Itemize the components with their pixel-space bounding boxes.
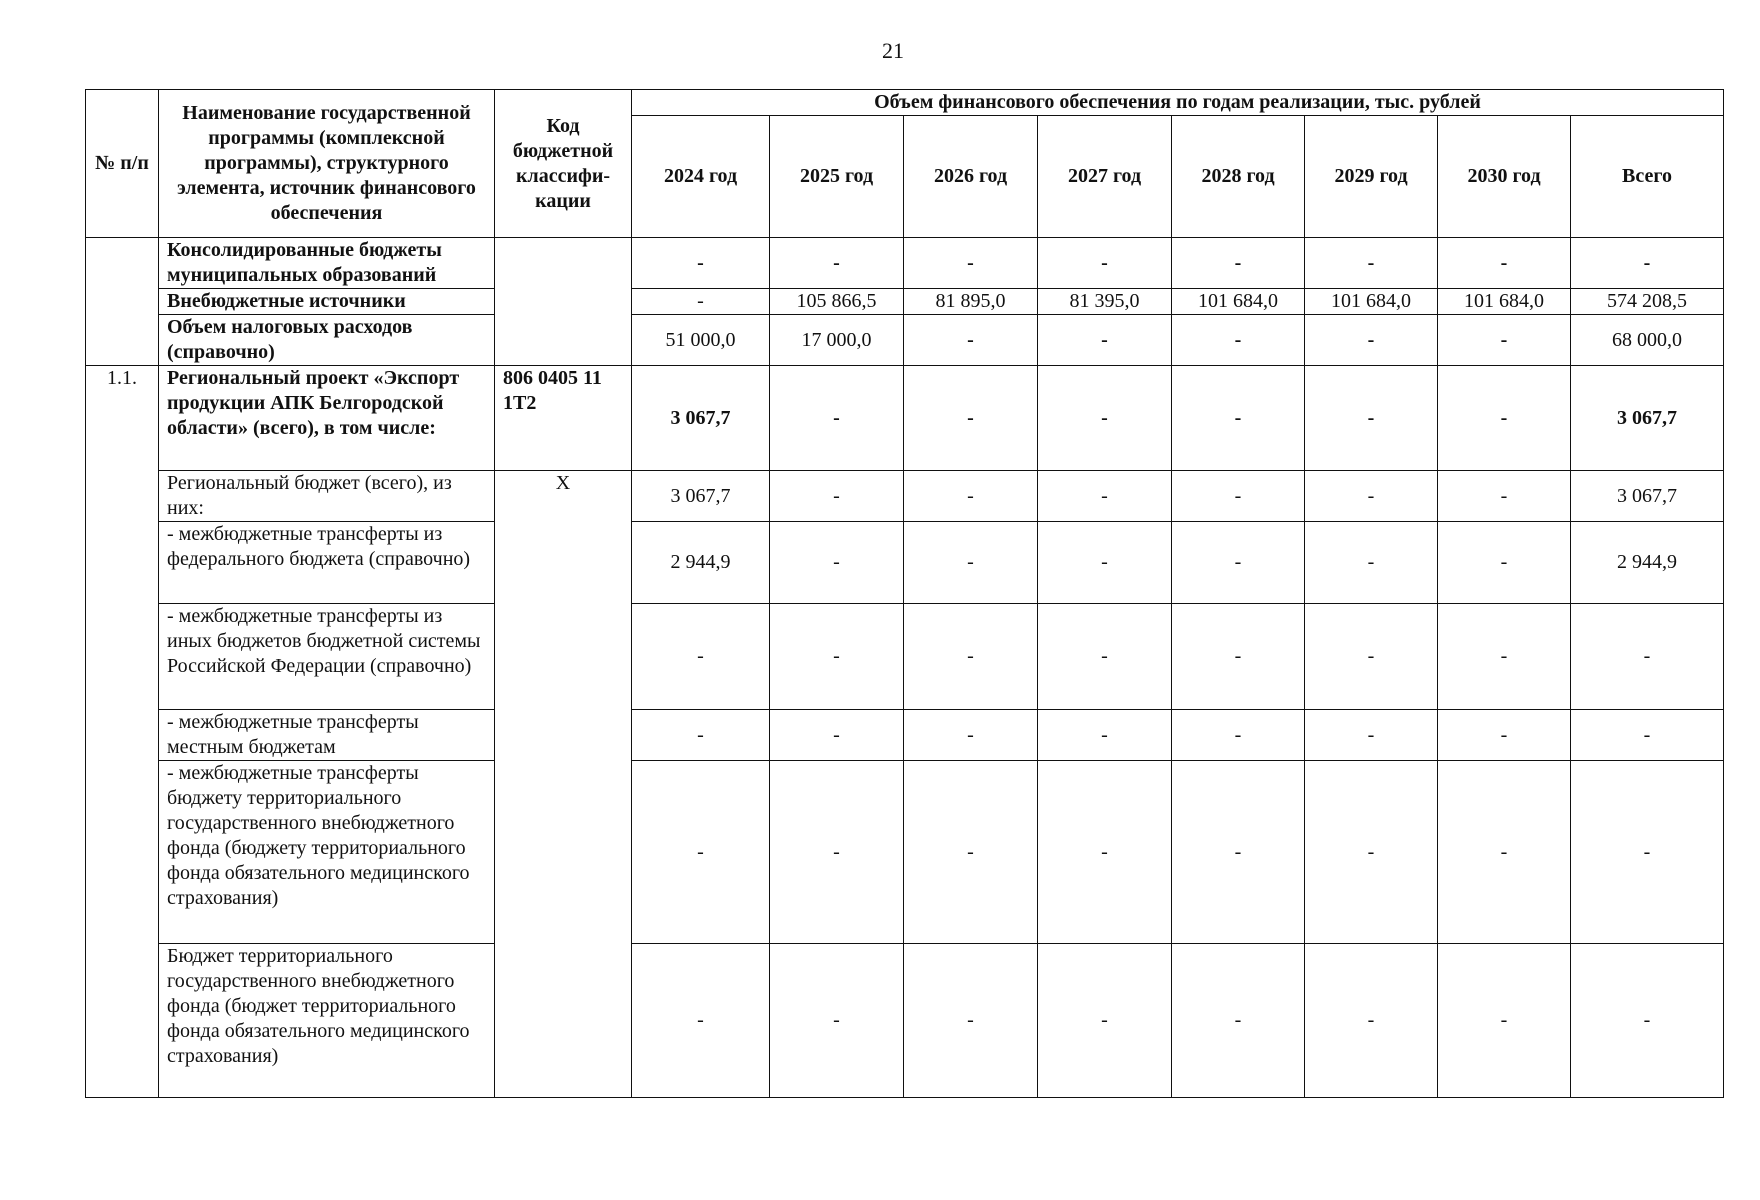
value-cell: - (904, 238, 1038, 289)
table-row (86, 710, 1724, 761)
value-cell: 2 944,9 (632, 522, 770, 604)
value-cell: - (1438, 604, 1571, 710)
header-group: Объем финансового обеспечения по годам реализации, тыс. рублей (632, 90, 1724, 116)
table-body (86, 238, 1724, 1098)
header-year: 2026 год (904, 116, 1038, 238)
value-cell: - (1305, 944, 1438, 1098)
financing-table (85, 89, 1724, 1098)
table-row (86, 604, 1724, 710)
table-row (86, 366, 1724, 471)
total-cell: 2 944,9 (1571, 522, 1724, 604)
total-cell: 574 208,5 (1571, 289, 1724, 315)
header-total: Всего (1571, 116, 1724, 238)
value-cell: - (1172, 604, 1305, 710)
header-year: 2027 год (1038, 116, 1172, 238)
value-cell: 51 000,0 (632, 315, 770, 366)
value-cell: - (1305, 238, 1438, 289)
total-cell: - (1571, 238, 1724, 289)
value-cell: - (1305, 604, 1438, 710)
header-year: 2025 год (770, 116, 904, 238)
value-cell: - (770, 710, 904, 761)
value-cell: 17 000,0 (770, 315, 904, 366)
row-number: 1.1. (86, 366, 159, 1098)
value-cell: - (1038, 761, 1172, 944)
value-cell: - (1305, 315, 1438, 366)
value-cell: - (632, 710, 770, 761)
total-cell: - (1571, 944, 1724, 1098)
budget-code: Х (495, 471, 632, 1098)
value-cell: 105 866,5 (770, 289, 904, 315)
value-cell: - (770, 238, 904, 289)
value-cell: - (904, 366, 1038, 471)
value-cell: - (904, 522, 1038, 604)
value-cell: - (1038, 522, 1172, 604)
table-row (86, 238, 1724, 289)
row-name: - межбюджетные трансферты из федерального бюджета (справочно) (159, 522, 495, 604)
value-cell: 81 895,0 (904, 289, 1038, 315)
value-cell: - (1038, 238, 1172, 289)
total-cell: 3 067,7 (1571, 471, 1724, 522)
header-year: 2028 год (1172, 116, 1305, 238)
header-name: Наименование государственной программы (комплексной программы), структурного элемента, источник финансового обеспечения (159, 90, 495, 238)
budget-code (495, 238, 632, 366)
value-cell: - (904, 604, 1038, 710)
value-cell: - (904, 944, 1038, 1098)
value-cell: - (1038, 366, 1172, 471)
value-cell: - (1172, 238, 1305, 289)
header-year: 2024 год (632, 116, 770, 238)
value-cell: 81 395,0 (1038, 289, 1172, 315)
value-cell: 101 684,0 (1305, 289, 1438, 315)
row-name: Бюджет территориального государственного внебюджетного фонда (бюджет территориального фонда обязательного медицинского страхования) (159, 944, 495, 1098)
table-row (86, 944, 1724, 1098)
row-name: - межбюджетные трансферты местным бюджетам (159, 710, 495, 761)
row-name: Региональный проект «Экспорт продукции АПК Белгородской области» (всего), в том числе: (159, 366, 495, 471)
value-cell: - (1438, 944, 1571, 1098)
value-cell: - (632, 238, 770, 289)
header-no: № п/п (86, 90, 159, 238)
value-cell: - (1172, 471, 1305, 522)
value-cell: 3 067,7 (632, 471, 770, 522)
value-cell: - (770, 471, 904, 522)
total-cell: - (1571, 710, 1724, 761)
value-cell: - (904, 761, 1038, 944)
value-cell: - (1172, 944, 1305, 1098)
total-cell: - (1571, 604, 1724, 710)
value-cell: - (1305, 710, 1438, 761)
table-row (86, 761, 1724, 944)
row-name: - межбюджетные трансферты из иных бюджетов бюджетной системы Российской Федерации (справочно) (159, 604, 495, 710)
value-cell: - (632, 944, 770, 1098)
total-cell: 68 000,0 (1571, 315, 1724, 366)
row-name: Объем налоговых расходов (справочно) (159, 315, 495, 366)
row-number (86, 238, 159, 366)
value-cell: - (770, 604, 904, 710)
value-cell: - (1438, 471, 1571, 522)
value-cell: - (1438, 761, 1571, 944)
value-cell: - (632, 289, 770, 315)
value-cell: - (770, 522, 904, 604)
header-year: 2030 год (1438, 116, 1571, 238)
value-cell: - (1038, 710, 1172, 761)
value-cell: - (1172, 366, 1305, 471)
total-cell: - (1571, 761, 1724, 944)
value-cell: - (904, 315, 1038, 366)
value-cell: 3 067,7 (632, 366, 770, 471)
value-cell: - (770, 761, 904, 944)
value-cell: 101 684,0 (1438, 289, 1571, 315)
value-cell: - (1305, 471, 1438, 522)
row-name: - межбюджетные трансферты бюджету территориального государственного внебюджетного фонда (бюджету территориального фонда обязательного медицинского страхования) (159, 761, 495, 944)
value-cell: - (1172, 761, 1305, 944)
value-cell: - (1438, 522, 1571, 604)
value-cell: - (1438, 710, 1571, 761)
total-cell: 3 067,7 (1571, 366, 1724, 471)
table-row (86, 522, 1724, 604)
value-cell: - (1438, 238, 1571, 289)
budget-code: 806 0405 11 1Т2 (495, 366, 632, 471)
value-cell: - (632, 761, 770, 944)
value-cell: - (1172, 315, 1305, 366)
table-row (86, 315, 1724, 366)
row-name: Консолидированные бюджеты муниципальных образований (159, 238, 495, 289)
value-cell: - (1305, 522, 1438, 604)
value-cell: - (770, 366, 904, 471)
value-cell: - (1038, 944, 1172, 1098)
value-cell: - (770, 944, 904, 1098)
header-code: Код бюджетной классифи-кации (495, 90, 632, 238)
value-cell: - (632, 604, 770, 710)
value-cell: - (1305, 761, 1438, 944)
value-cell: - (1438, 315, 1571, 366)
table-row (86, 471, 1724, 522)
value-cell: - (904, 710, 1038, 761)
value-cell: - (1038, 471, 1172, 522)
value-cell: - (1438, 366, 1571, 471)
value-cell: - (904, 471, 1038, 522)
row-name: Региональный бюджет (всего), из них: (159, 471, 495, 522)
row-name: Внебюджетные источники (159, 289, 495, 315)
header-year: 2029 год (1305, 116, 1438, 238)
page-number: 21 (882, 38, 904, 63)
value-cell: 101 684,0 (1172, 289, 1305, 315)
value-cell: - (1305, 366, 1438, 471)
value-cell: - (1038, 604, 1172, 710)
table-row (86, 289, 1724, 315)
value-cell: - (1172, 522, 1305, 604)
value-cell: - (1172, 710, 1305, 761)
value-cell: - (1038, 315, 1172, 366)
